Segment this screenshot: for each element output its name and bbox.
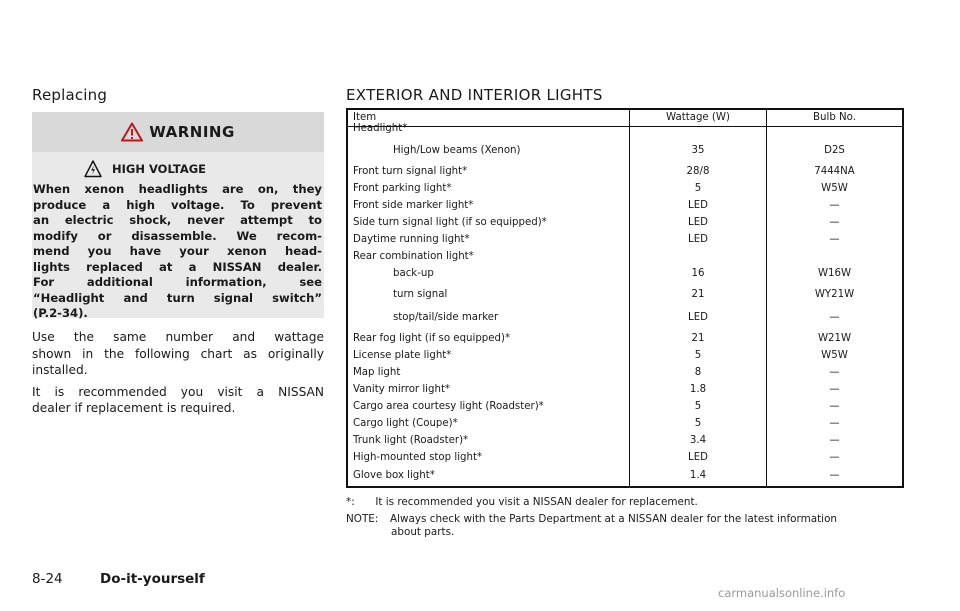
- body-text: [32, 329, 324, 417]
- table-cell-bulb: —: [829, 234, 840, 245]
- warning-box: [32, 112, 324, 318]
- table-title: EXTERIOR AND INTERIOR LIGHTS: [346, 86, 603, 104]
- section-title: Replacing: [32, 86, 108, 104]
- warning-line: mend you have your xenon head-: [33, 244, 322, 258]
- table-cell-bulb: 7444NA: [814, 166, 855, 177]
- table-cell-wattage: 35: [691, 145, 705, 156]
- warning-line: (P.2-34).: [33, 306, 88, 320]
- warning-line: “Headlight and turn signal switch”: [33, 290, 322, 305]
- header-divider: [348, 126, 902, 127]
- paragraph-line: Use the same number and wattage: [32, 330, 324, 344]
- table-cell-item: back-up: [393, 268, 434, 279]
- high-voltage-row: [84, 160, 206, 178]
- warning-line: For additional information, see: [33, 275, 322, 289]
- table-cell-wattage: 16: [691, 268, 705, 279]
- warning-line: When xenon headlights are on, they: [33, 182, 322, 196]
- table-cell-item: Trunk light (Roadster)*: [353, 435, 469, 446]
- table-cell-item: Rear combination light*: [353, 251, 474, 262]
- table-cell-bulb: —: [829, 401, 840, 412]
- paragraph-line: installed.: [32, 363, 88, 378]
- note-text: Always check with the Parts Department at a NISSAN dealer for the latest information: [390, 513, 838, 525]
- table-cell-item: Cargo area courtesy light (Roadster)*: [353, 401, 544, 412]
- table-cell-item: Front parking light*: [353, 183, 452, 194]
- table-cell-wattage: 21: [691, 333, 705, 344]
- section-name: Do-it-yourself: [100, 571, 205, 587]
- paragraph-line: shown in the following chart as originally: [32, 346, 324, 361]
- table-cell-bulb: —: [829, 200, 840, 211]
- warning-line: modify or disassemble. We recom-: [33, 228, 322, 243]
- table-cell-wattage: 5: [694, 350, 702, 361]
- lights-table: [346, 108, 904, 488]
- warning-line: an electric shock, never attempt to: [33, 213, 322, 227]
- table-cell-wattage: LED: [688, 452, 708, 463]
- table-cell-item: Headlight*: [353, 123, 408, 134]
- table-cell-bulb: D2S: [824, 145, 845, 156]
- table-cell-bulb: W5W: [821, 350, 848, 361]
- table-cell-wattage: LED: [688, 200, 708, 211]
- table-cell-wattage: 5: [694, 418, 702, 429]
- table-cell-item: Front side marker light*: [353, 200, 474, 211]
- table-cell-bulb: —: [829, 452, 840, 463]
- table-cell-wattage: LED: [688, 234, 708, 245]
- table-cell-bulb: —: [829, 312, 840, 323]
- table-cell-item: stop/tail/side marker: [393, 312, 499, 323]
- footnote: [346, 496, 698, 508]
- table-cell-wattage: 8: [694, 367, 702, 378]
- table-cell-wattage: LED: [688, 312, 708, 323]
- table-cell-bulb: —: [829, 217, 840, 228]
- warning-header: [32, 112, 324, 152]
- warning-line: lights replaced at a NISSAN dealer.: [33, 259, 322, 274]
- table-cell-wattage: 1.4: [689, 470, 707, 481]
- table-cell-bulb: W5W: [821, 183, 848, 194]
- table-cell-item: Glove box light*: [353, 470, 435, 481]
- table-cell-wattage: 28/8: [686, 166, 710, 177]
- table-cell-wattage: 1.8: [689, 384, 707, 395]
- note-label: NOTE:: [346, 513, 379, 525]
- table-cell-item: Map light: [353, 367, 401, 378]
- warning-text: [32, 182, 324, 322]
- table-cell-bulb: —: [829, 435, 840, 446]
- paragraph-line: It is recommended you visit a NISSAN: [32, 384, 324, 399]
- table-cell-bulb: —: [829, 418, 840, 429]
- warning-triangle-icon: [121, 122, 143, 142]
- table-cell-item: License plate light*: [353, 350, 452, 361]
- table-cell-bulb: —: [829, 367, 840, 378]
- header-bulb: Bulb No.: [813, 112, 856, 123]
- high-voltage-label: HIGH VOLTAGE: [112, 162, 207, 176]
- table-cell-item: Daytime running light*: [353, 234, 470, 245]
- table-cell-item: High/Low beams (Xenon): [393, 145, 521, 156]
- table-cell-wattage: 5: [694, 183, 702, 194]
- watermark: carmanualsonline.info: [718, 586, 846, 600]
- header-wattage: Wattage (W): [666, 112, 730, 123]
- table-cell-item: Vanity mirror light*: [353, 384, 451, 395]
- table-cell-item: Cargo light (Coupe)*: [353, 418, 458, 429]
- table-cell-bulb: W16W: [817, 268, 852, 279]
- table-cell-item: Side turn signal light (if so equipped)*: [353, 217, 547, 228]
- high-voltage-icon: [84, 160, 102, 178]
- table-cell-wattage: 21: [691, 289, 705, 300]
- page-number: 8-24: [32, 571, 63, 587]
- warning-line: produce a high voltage. To prevent: [33, 197, 322, 212]
- table-cell-item: Rear fog light (if so equipped)*: [353, 333, 511, 344]
- table-cell-item: Front turn signal light*: [353, 166, 468, 177]
- table-cell-wattage: 3.4: [689, 435, 707, 446]
- table-cell-bulb: WY21W: [814, 289, 855, 300]
- table-cell-bulb: —: [829, 384, 840, 395]
- note-continuation: about parts.: [391, 526, 455, 538]
- table-cell-bulb: W21W: [817, 333, 852, 344]
- table-cell-item: turn signal: [393, 289, 448, 300]
- warning-body: [32, 152, 324, 318]
- warning-header-label: WARNING: [149, 123, 235, 141]
- paragraph-line: dealer if replacement is required.: [32, 401, 236, 416]
- table-cell-bulb: —: [829, 470, 840, 481]
- table-cell-item: High-mounted stop light*: [353, 452, 483, 463]
- footnote-marker: *:: [346, 496, 355, 508]
- table-cell-wattage: LED: [688, 217, 708, 228]
- header-item: Item: [353, 112, 377, 123]
- table-cell-wattage: 5: [694, 401, 702, 412]
- footnote-text: It is recommended you visit a NISSAN dealer for replacement.: [375, 496, 698, 508]
- note: [346, 513, 837, 525]
